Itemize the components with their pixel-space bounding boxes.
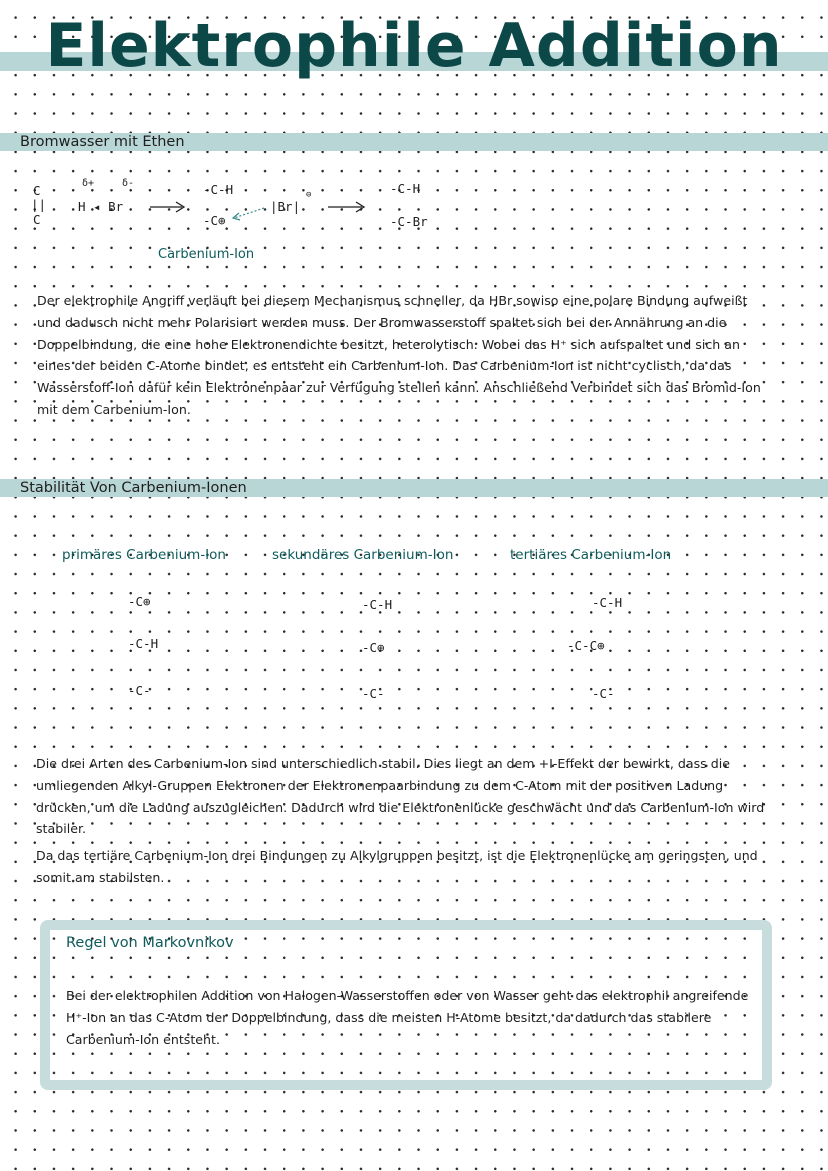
section-heading-stabilitaet: Stabilität Von Carbenium-Ionen xyxy=(20,480,247,496)
secondary-row-3: -C- xyxy=(362,686,385,701)
intermediate-top-carbon: -C-H xyxy=(203,182,234,197)
ethene-carbon-top: C xyxy=(33,183,41,198)
partial-charge-negative: δ- xyxy=(122,178,135,189)
carbenium-caption: Carbenium-Ion xyxy=(158,247,255,262)
section-heading-bromwasser: Bromwasser mit Ethen xyxy=(20,134,185,150)
tertiary-row-1: -C-H xyxy=(592,595,623,610)
primary-row-2: -C-H xyxy=(128,636,159,651)
hbr-molecule: H ◂ Br xyxy=(78,199,124,214)
rule-text: Bei der elektrophilen Addition von Halogen-Wasserstoffen oder von Wasser geht das elektrophil angreifende H⁺-Ion an das C-Atom der Doppelbindung, dass die meisten H-Atome besitzt, da dadurch das stabilere Carbenium-Ion entsteht. xyxy=(66,988,749,1047)
primary-row-3: -C- xyxy=(128,683,151,698)
carbenium-center: -C⊕ xyxy=(203,213,226,228)
secondary-row-2: -C⊕ xyxy=(362,640,385,655)
tertiary-row-3: -C- xyxy=(592,686,615,701)
label-primary: primäres Carbenium-Ion xyxy=(62,547,226,563)
stability-paragraph: Die drei Arten des Carbenium-Ion sind unterschiedlich stabil. Dies liegt an dem +I-Effekt der bewirkt, dass die umliegenden Alkyl-Gruppen Elektronen der Elektronenpaarbindung zu dem C-Atom mit der positiven Ladung drücken, um die Ladung auszugleichen. Dadurch wird die Elektronenlücke geschwächt und das Carbenium-Ion wird stabiler. xyxy=(36,756,765,837)
label-tertiary: tertiäres Carbenium-Ion xyxy=(510,547,672,563)
primary-row-1: -C⊕ xyxy=(128,594,151,609)
ethene-double-bond: || xyxy=(31,197,47,212)
rule-title: Regel von Markovnikov xyxy=(66,935,234,951)
bromide-charge-icon: ⊖ xyxy=(306,190,312,200)
tertiary-row-2: -C-C⊕ xyxy=(567,638,605,653)
partial-charge-positive: δ+ xyxy=(82,178,95,189)
ethene-carbon-bottom: C xyxy=(33,212,41,227)
bromide-ion: |Br| xyxy=(270,199,301,214)
product-top-carbon: -C-H xyxy=(390,181,421,196)
secondary-row-1: -C-H xyxy=(362,597,393,612)
stability-conclusion: Da das tertiäre Carbenium-Ion drei Bindungen zu Alkylgruppen besitzt, ist die Elektronenlücke am geringsten, und somit am stabilsten. xyxy=(36,848,758,885)
page-title: Elektrophile Addition xyxy=(45,11,783,81)
attack-arrow-icon xyxy=(228,204,268,224)
mechanism-paragraph: Der elektrophile Angriff verläuft bei diesem Mechanismus schneller, da HBr sowiso eine polare Bindung aufweißt und dadusch nicht mehr Polarisiert werden muss. Der Bromwasserstoff spaltet sich bei der Annährung an die Doppelbindung, die eine hohe Elektronendichte besitzt, heterolytisch. Wobei das H⁺ sich aufspaltet und sich an eines der beiden C-Atome bindet, es entsteht ein Carbenium-Ion. Das Carbenium-Ion ist nicht cyclisch, da das Wasserstoff-Ion dafür kein Elektronenpaar zur Verfügung stellen kann. Anschließend Verbindet sich das Bromid-Ion mit dem Carbenium-Ion. xyxy=(37,293,761,417)
label-secondary: sekundäres Carbenium-Ion xyxy=(272,547,454,563)
reaction-arrow-icon xyxy=(326,200,368,214)
reaction-arrow-icon xyxy=(148,200,188,214)
product-bottom-carbon: -C-Br xyxy=(390,214,428,229)
